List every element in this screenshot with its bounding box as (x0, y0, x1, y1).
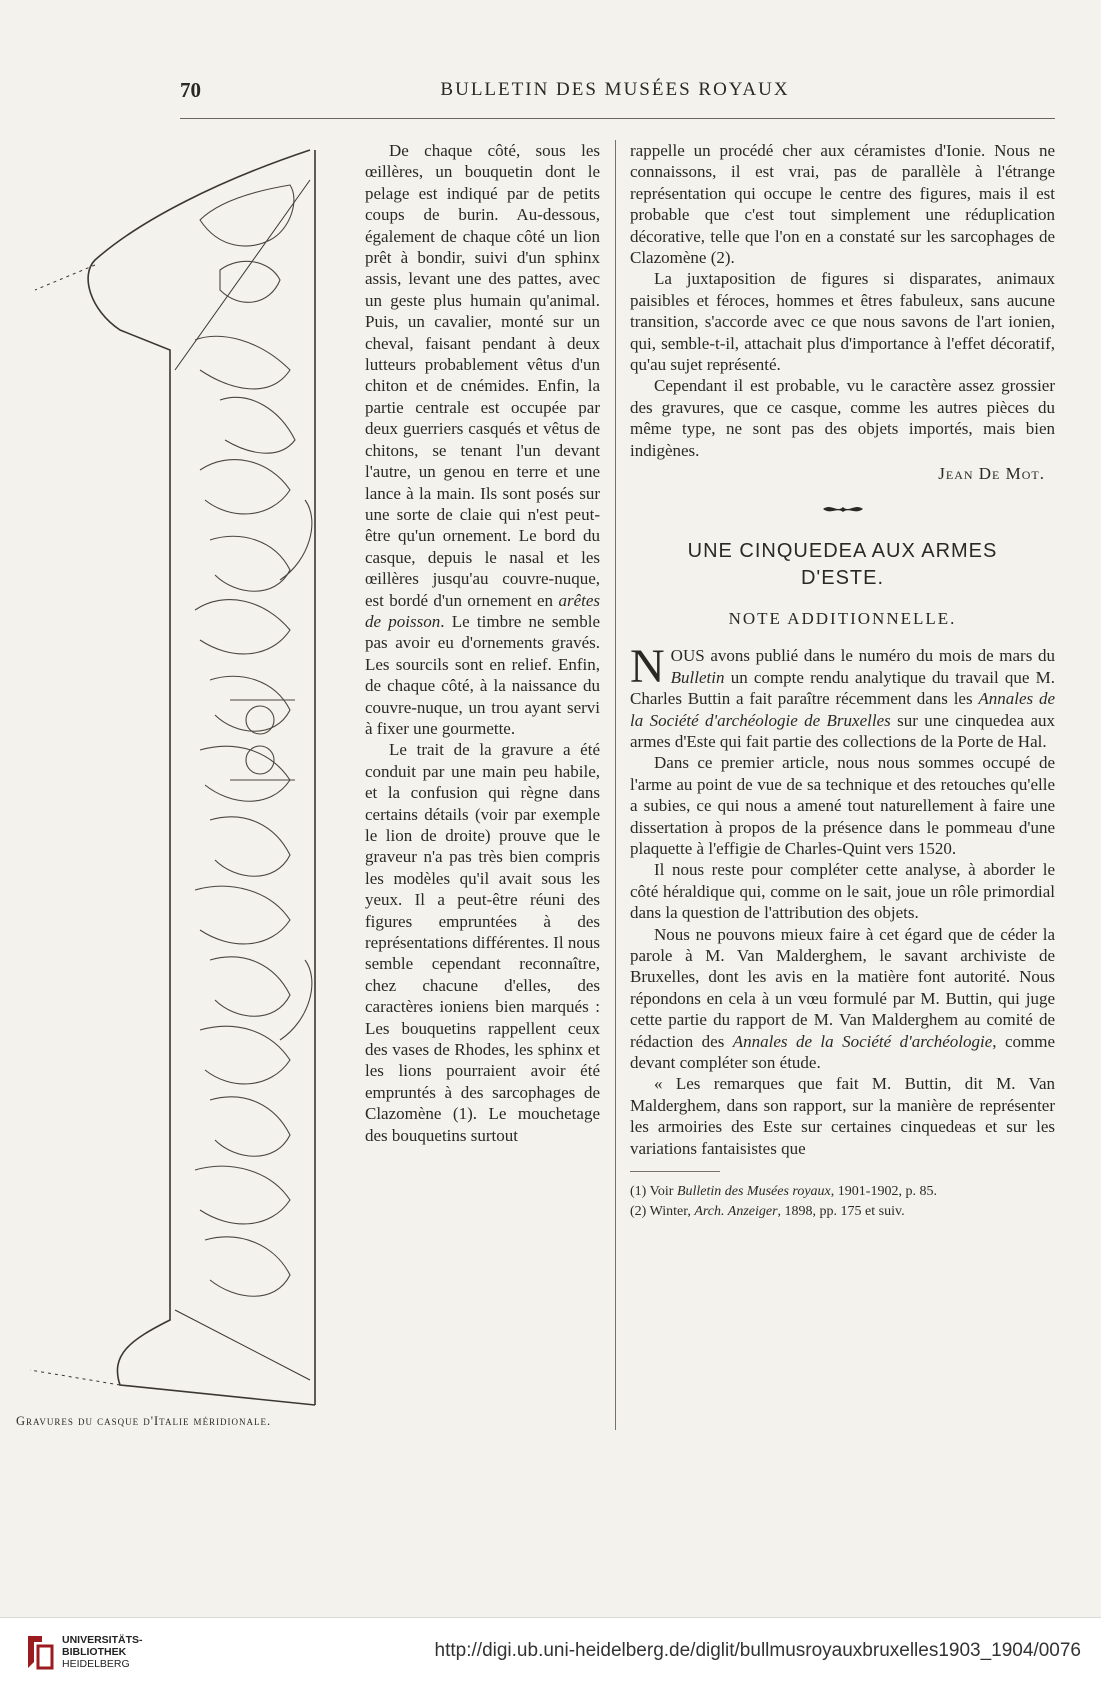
paragraph (630, 640, 1055, 752)
library-logo-icon[interactable] (24, 1632, 58, 1672)
italic-term: arêtes de poisson (365, 590, 601, 631)
paragraph: La juxtaposition de figures si disparates, animaux paisibles et féroces, hommes et êtres fabuleux, sans aucune transition, s'accorde avec ce que nous savons de l'art ionien, qui, semble-t-il, attachait plus d'importance à l'effet décoratif, qu'au sujet représenté. (630, 269, 1055, 375)
paragraph-text: un compte rendu analytique du travail que M. Charles Buttin a fait paraître récemment dans les (630, 667, 1055, 709)
paragraph: « Les remarques que fait M. Buttin, dit M. Van Malderghem, dans son rapport, sur la manière de représenter les armoiries des Este sur certaines cinquedeas et sur les variations fantaisistes que (630, 1074, 1055, 1158)
italic-term: Annales de la Société d'archéologie (732, 1031, 993, 1051)
library-name-line: HEIDELBERG (62, 1658, 130, 1670)
paragraph-text: De chaque côté, sous les œillères, un bouquetin dont le pelage est indiqué par de petits coups de burin. Au-dessous, également de chaque côté un lion prêt à bondir, suivi d'un sphinx assis, levant une des pattes, avec un geste plus humain qu'animal. Puis, un cavalier, monté sur un cheval, faisant pendant à deux lutteurs probablement vêtus d'un chiton et de cnémides. Enfin, la partie centrale est occupée par deux guerriers casqués et vêtus de chitons, se tenant l'un devant l'autre, un genou en terre et une lance à la main. Ils sont posés sur une sorte de claie qui n'est peut-être qu'un ornement. Le bord du casque, depuis le nasal et les œillères jusqu'au couvre-nuque, est bordé d'un ornement en (365, 141, 600, 610)
author-signature: Jean De Mot. (938, 464, 1045, 484)
section-title-line: UNE CINQUEDEA AUX ARMES (687, 539, 998, 562)
italic-term: Bulletin (670, 667, 725, 687)
helmet-engraving-figure (20, 140, 350, 1410)
column-divider (615, 140, 616, 1430)
paragraph-text: . Le timbre ne semble pas avoir eu d'ornements gravés. Les sourcils sont en relief. Enfin, de chaque côté, à la naissance du couvre-nuque, un trou ayant servi à fixer une gourmette. (365, 611, 600, 738)
source-url-link[interactable]: http://digi.ub.uni-heidelberg.de/diglit/bullmusroyauxbruxelles1903_1904/0076 (434, 1640, 1081, 1661)
paragraph-text: OUS avons publié dans le numéro du mois de mars du (670, 646, 1055, 666)
left-text-column (365, 140, 600, 1146)
footnotes (630, 1182, 1055, 1221)
library-footer (0, 1617, 1101, 1690)
figure-caption: Gravures du casque d'Italie méridionale. (16, 1414, 272, 1428)
paragraph: rappelle un procédé cher aux céramistes d'Ionie. Nous ne connaissons, il est vrai, pas de parallèle à l'étrange représentation qui occupe le centre des figures, mais il est probable que c'est tout simplement une réduplication décorative, telle que l'on en a constaté sur les sarcophages de Clazomène (2). (630, 141, 1055, 268)
footnote-text: (2) Winter, (630, 1204, 695, 1220)
paragraph (365, 140, 600, 739)
paragraph: Cependant il est probable, vu le caractère assez grossier des gravures, que ce casque, comme les autres pièces du même type, ne sont pas des objets importés, mais bien indigènes. (630, 376, 1055, 460)
italic-term: Bulletin des Musées royaux (676, 1184, 831, 1200)
page-number: 70 (180, 78, 201, 102)
italic-term: Arch. Anzeiger (694, 1204, 778, 1220)
helmet-engraving-drawing (20, 140, 350, 1410)
header-rule (180, 118, 1055, 119)
page-header (180, 78, 1050, 118)
paragraph: Le trait de la gravure a été conduit par une main peu habile, et la confusion qui règne dans certains détails (voir par exemple le lion de droite) prouve que le graveur n'a pas très bien compris les modèles qu'il avait sous les yeux. Il a peut-être réuni des figures empruntées à des représentations différentes. Il nous semble cependant reconnaître, chez chacune d'elles, des caractères ioniens bien marqués : Les bouquetins rappellent ceux des vases de Rhodes, les sphinx et les lions pourraient avoir été empruntés à des sarcophages de Clazomène (1). Le mouchetage des bouquetins surtout (365, 740, 600, 1145)
footnote-rule (630, 1171, 720, 1172)
footnote-text: (1) Voir (630, 1184, 677, 1200)
paragraph-text: sur une cinquedea aux armes d'Este qui fait partie des collections de la Porte de Hal. (630, 710, 1055, 751)
paragraph (630, 924, 1055, 1074)
paragraph: Dans ce premier article, nous nous sommes occupé de l'arme au point de vue de sa technique et des retouches qu'elle a subies, ce qui nous a amené tout naturellement à faire une dissertation à propos de la présence dans le pommeau d'une plaquette à l'effigie de Charles-Quint vers 1520. (630, 753, 1055, 858)
library-name (62, 1634, 143, 1670)
right-text-column (630, 140, 1055, 1222)
footnote (630, 1202, 1055, 1221)
paragraph: Il nous reste pour compléter cette analyse, à aborder le côté héraldique qui, comme on le sait, joue un rôle primordial dans la question de l'attribution des objets. (630, 860, 1055, 923)
footnote (630, 1182, 1055, 1201)
running-title: BULLETIN DES MUSÉES ROYAUX (440, 79, 790, 100)
ornament-icon (821, 503, 865, 515)
library-name-line: BIBLIOTHEK (62, 1646, 127, 1658)
section-ornament (630, 499, 1055, 520)
section-title-line: D'ESTE. (800, 566, 885, 589)
library-name-line: UNIVERSITÄTS- (62, 1634, 143, 1646)
section-subtitle: NOTE ADDITIONNELLE. (728, 608, 957, 628)
footnote-text: , 1898, pp. 175 et suiv. (777, 1204, 905, 1220)
paragraph-text: , comme devant compléter son étude. (630, 1031, 1056, 1073)
footnote-text: , 1901-1902, p. 85. (830, 1184, 937, 1200)
drop-cap: N (630, 640, 665, 694)
section-title (630, 538, 1055, 592)
paragraph-text: Nous ne pouvons mieux faire à cet égard que de céder la parole à M. Van Malderghem, le savant archiviste de Bruxelles, dont les avis en la matière font autorité. Nous répondons en cela à un vœu formulé par M. Buttin, qui juge cette partie du rapport de M. Van Malderghem au comité de rédaction des (630, 924, 1055, 1051)
italic-term: Annales de la Société d'archéologie de Bruxelles (630, 689, 1055, 730)
